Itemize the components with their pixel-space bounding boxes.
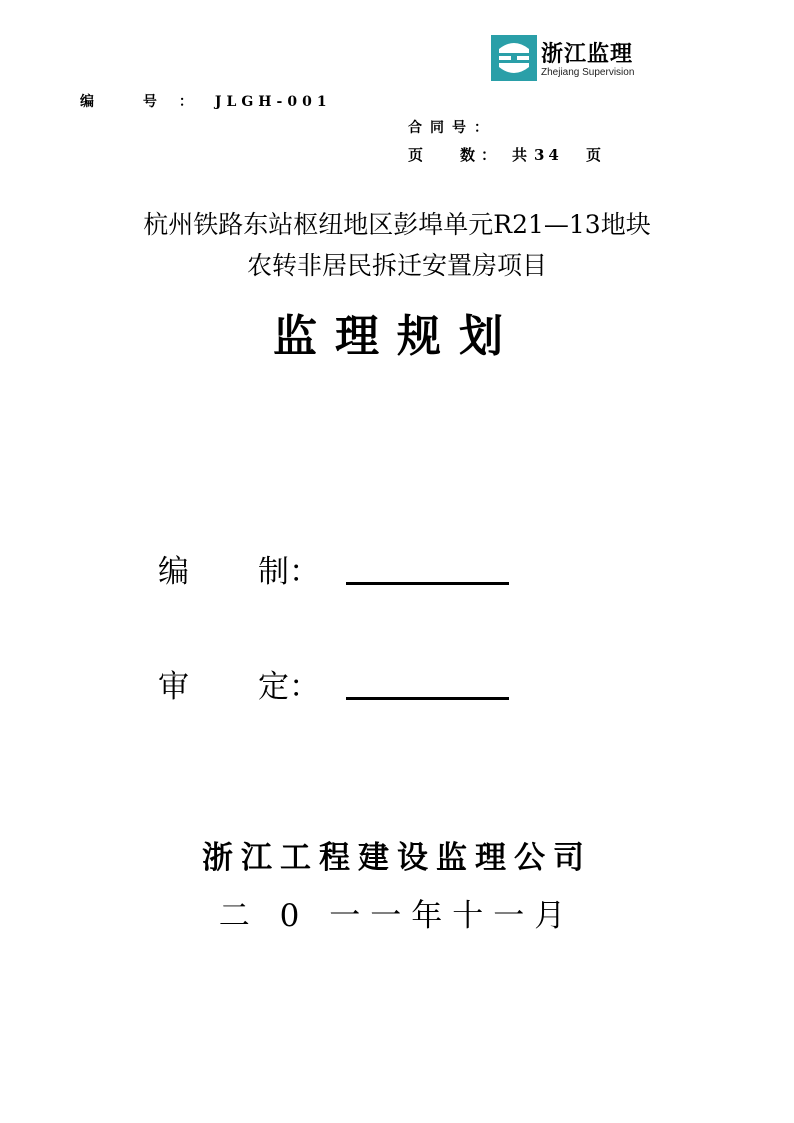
- page-count-value: 34: [534, 146, 563, 164]
- page-count-label-2: 数：: [460, 146, 503, 164]
- company-name: 浙江工程建设监理公司: [202, 840, 592, 876]
- page-count-label-4: 页: [586, 146, 602, 164]
- logo-mark-icon: [491, 35, 537, 81]
- approved-by-label-a: 审: [158, 669, 189, 705]
- compiled-by-row: [158, 546, 320, 591]
- page-count-label-3: 共: [512, 146, 528, 164]
- document-number: [80, 91, 332, 111]
- document-title: 监理规划: [273, 311, 521, 362]
- project-title-line2: 农转非居民拆迁安置房项目: [246, 251, 547, 280]
- company-logo: [491, 35, 641, 85]
- contract-number-label: 合同号：: [408, 120, 496, 136]
- logo-name-en: Zhejiang Supervision: [541, 67, 635, 78]
- approved-by-row: [158, 661, 320, 706]
- logo-name-cn: 浙江监理: [541, 42, 634, 67]
- approved-by-label-b: 定：: [258, 669, 320, 705]
- compiled-by-label-a: 编: [158, 554, 189, 590]
- page-count: [408, 144, 601, 165]
- project-title-line1: 杭州铁路东站枢纽地区彭埠单元R21—13地块: [143, 210, 651, 239]
- compiled-by-label-b: 制：: [258, 554, 320, 590]
- document-number-value: JLGH-001: [214, 94, 332, 110]
- document-date: 二 0 一一年十一月: [218, 898, 576, 934]
- page-count-label-1: 页: [408, 146, 424, 164]
- approved-by-signature-line: [346, 697, 509, 700]
- document-number-label: 编 号：: [80, 94, 215, 110]
- compiled-by-signature-line: [346, 582, 509, 585]
